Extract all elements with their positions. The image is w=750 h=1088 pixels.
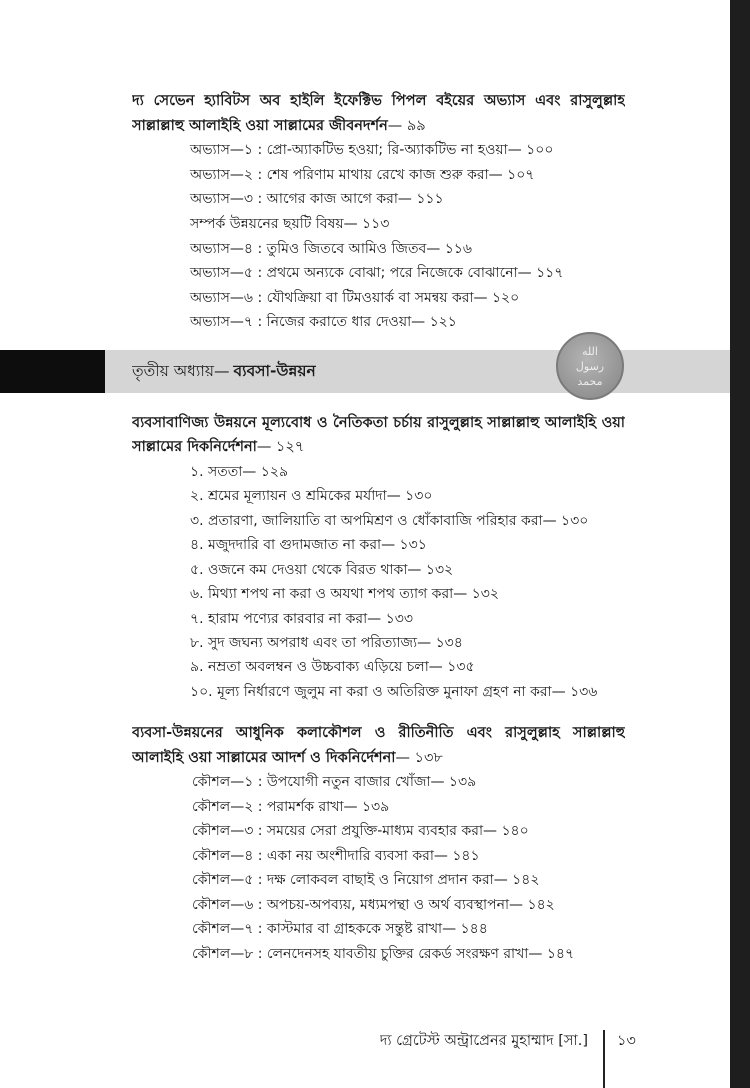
toc-entry: ৬. মিথ্যা শপথ না করা ও অযথা শপথ ত্যাগ করা— ১৩২ (190, 586, 499, 603)
section-heading-line: ব্যবসা-উন্নয়নের আধুনিক কলাকৌশল ও রীতিনীতি এবং রাসুলুল্লাহ সাল্লাল্লাহু (132, 725, 625, 741)
chapter-title (132, 350, 316, 393)
toc-entry: সম্পর্ক উন্নয়নের ছয়টি বিষয়— ১১৩ (190, 215, 390, 232)
section-heading-text: সাল্লাল্লাহু আলাইহি ওয়া সাল্লামের জীবনদর্শন (132, 117, 388, 134)
toc-entry: অভ্যাস—৪ : তুমিও জিতবে আমিও জিতব— ১১৬ (190, 240, 472, 257)
toc-entry: ৭. হারাম পণ্যের কারবার না করা— ১৩৩ (190, 610, 413, 627)
page-edge (730, 0, 750, 1088)
toc-entry: ১০. মূল্য নির্ধারণে জুলুম না করা ও অতিরিক্ত মুনাফা গ্রহণ না করা— ১৩৬ (190, 683, 598, 700)
toc-entry: কৌশল—২ : পরামর্শক রাখা— ১৩৯ (192, 798, 390, 815)
toc-entry: অভ্যাস—১ : প্রো-অ্যাকটিভ হওয়া; রি-অ্যাকটিভ না হওয়া— ১০০ (190, 142, 554, 159)
toc-entry: অভ্যাস—২ : শেষ পরিণাম মাথায় রেখে কাজ শুরু করা— ১০৭ (190, 166, 535, 183)
toc-entry: অভ্যাস—৬ : যৌথক্রিয়া বা টিমওয়ার্ক বা সমন্বয় করা— ১২০ (190, 289, 520, 306)
section-heading-page-ref: — ১৩৮ (395, 749, 443, 766)
toc-entry: অভ্যাস—৭ : নিজের করাতে ধার দেওয়া— ১২১ (190, 314, 457, 331)
section-heading-page-ref: — ৯৯ (387, 117, 426, 134)
running-footer-title: দ্য গ্রেটেস্ট অন্ট্রাপ্রেনর মুহাম্মাদ [সা.] (379, 1033, 588, 1049)
section-heading-text: সাল্লামের দিকনির্দেশনা (132, 439, 257, 456)
section-heading-line (132, 435, 625, 459)
toc-entry: অভ্যাস—৩ : আগের কাজ আগে করা— ১১১ (190, 191, 444, 208)
toc-entry: ১. সততা— ১২৯ (190, 463, 289, 480)
toc-entry: কৌশল—৮ : লেনদেনসহ যাবতীয় চুক্তির রেকর্ড সংরক্ষণ রাখা— ১৪৭ (192, 945, 575, 962)
toc-section-techniques (132, 721, 625, 966)
toc-section-values (132, 411, 625, 704)
section-heading-line (132, 114, 625, 139)
footer-divider (603, 1030, 605, 1088)
section-heading-line: দ্য সেভেন হ্যাবিটস অব হাইলি ইফেক্টিভ পিপল বইয়ের অভ্যাস এবং রাসুলুল্লাহ (132, 93, 625, 109)
toc-entry: ৪. মজুদদারি বা গুদামজাত না করা— ১৩১ (190, 537, 427, 554)
seal-text: رسول (575, 359, 605, 373)
toc-entry: কৌশল—৩ : সময়ের সেরা প্রযুক্তি-মাধ্যম ব্যবহার করা— ১৪০ (192, 823, 529, 840)
section-heading-line (132, 746, 625, 771)
toc-entry: ৫. ওজনে কম দেওয়া থেকে বিরত থাকা— ১৩২ (190, 561, 454, 578)
toc-section-habits (132, 89, 625, 335)
toc-entry: কৌশল—১ : উপযোগী নতুন বাজার খোঁজা— ১৩৯ (192, 774, 477, 791)
chapter-label: তৃতীয় অধ্যায়— (132, 362, 230, 380)
toc-entry: ৯. নম্রতা অবলম্বন ও উচ্চবাক্য এড়িয়ে চলা— ১৩৫ (190, 659, 475, 676)
section-heading-page-ref: — ১২৭ (256, 439, 305, 456)
section-heading-text: আলাইহি ওয়া সাল্লামের আদর্শ ও দিকনির্দেশনা (132, 749, 396, 766)
toc-entry: ২. শ্রমের মূল্যায়ন ও শ্রমিকের মর্যাদা— ১৩০ (190, 488, 433, 505)
toc-entry: কৌশল—৫ : দক্ষ লোকবল বাছাই ও নিয়োগ প্রদান করা— ১৪২ (192, 872, 540, 889)
chapter-band-marker (0, 350, 105, 393)
toc-entry: ৮. সুদ জঘন্য অপরাধ এবং তা পরিত্যাজ্য— ১৩৪ (190, 634, 463, 651)
seal-text: الله (582, 344, 598, 358)
toc-entry: কৌশল—৪ : একা নয় অংশীদারি ব্যবসা করা— ১৪১ (192, 847, 480, 864)
toc-entry: কৌশল—৭ : কাস্টমার বা গ্রাহককে সন্তুষ্ট রাখা— ১৪৪ (192, 921, 488, 938)
chapter-name: ব্যবসা-উন্নয়ন (233, 362, 316, 380)
seal-text: محمد (577, 374, 603, 388)
section-heading-line: ব্যবসাবাণিজ্য উন্নয়নে মূল্যবোধ ও নৈতিকতা চর্চায় রাসুলুল্লাহ সাল্লাল্লাহু আলাইহি ওয়া (132, 415, 625, 431)
toc-entry: কৌশল—৬ : অপচয়-অপব্যয়, মধ্যমপন্থা ও অর্থ ব্যবস্থাপনা— ১৪২ (192, 896, 555, 913)
toc-entry: ৩. প্রতারণা, জালিয়াতি বা অপমিশ্রণ ও ধোঁকাবাজি পরিহার করা— ১৩০ (190, 512, 589, 529)
seal-emblem (556, 332, 624, 400)
page-number: ১৩ (617, 1033, 636, 1049)
toc-entry: অভ্যাস—৫ : প্রথমে অন্যকে বোঝা; পরে নিজেকে বোঝানো— ১১৭ (190, 265, 564, 282)
